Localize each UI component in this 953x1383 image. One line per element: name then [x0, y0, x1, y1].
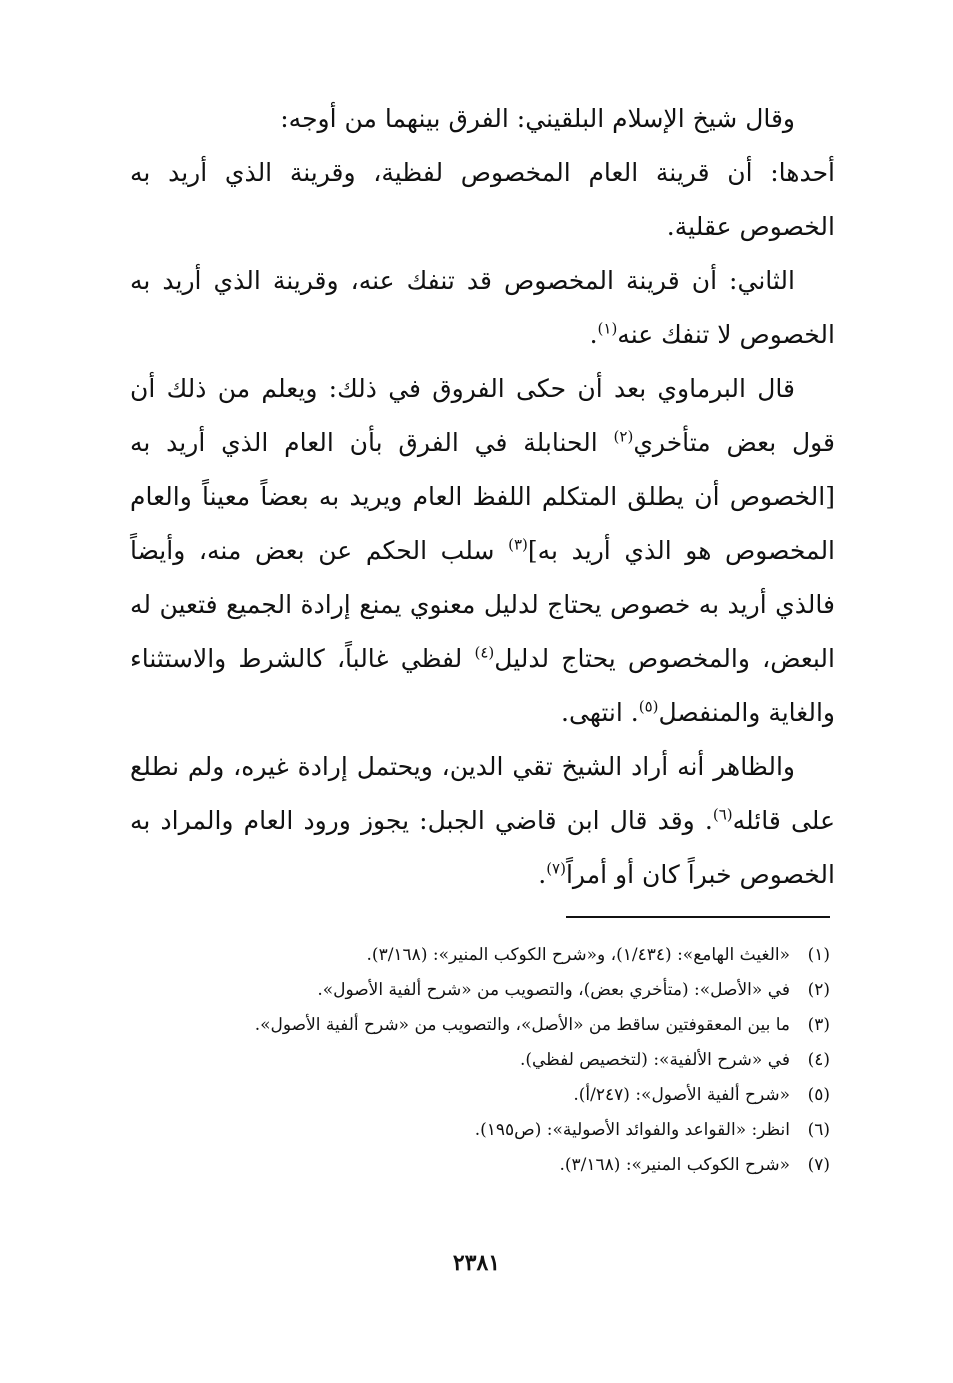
zahir-text-part2: . وقد قال ابن قاضي الجبل: يجوز ورود العام والمراد به الخصوص خبراً كان أو أمراً [130, 806, 835, 889]
footnote-text: «شرح الكوكب المنير»: (٣/١٦٨). [559, 1155, 790, 1175]
footnote-ref-7[interactable]: (٧) [546, 859, 566, 878]
footnote-5 [110, 1078, 830, 1113]
footnotes-section [110, 938, 830, 1183]
second-aspect-tail: . [589, 320, 598, 349]
footnote-text: انظر: «القواعد والفوائد الأصولية»: (ص١٩٥). [474, 1120, 790, 1140]
footnote-text: «شرح ألفية الأصول»: (٢٤٧/أ). [573, 1085, 790, 1105]
footnote-text: «الغيث الهامع»: (١/٤٣٤)، و«شرح الكوكب المنير»: (٣/١٦٨). [366, 945, 790, 965]
barmawi-text-part1: قال البرماوي بعد أن حكى الفروق في ذلك: ويعلم من ذلك أن قول بعض متأخري [130, 374, 835, 457]
footnote-ref-4[interactable]: (٤) [474, 643, 495, 662]
second-aspect-paragraph [130, 254, 835, 362]
footnote-ref-2[interactable]: (٢) [613, 427, 634, 446]
zahir-text-part3: . [538, 860, 547, 889]
intro-paragraph [130, 92, 835, 146]
footnote-text: في «شرح الألفية»: (لتخصيص لفظي). [519, 1050, 790, 1070]
barmawi-text-part4: لفظي غالباً، كالشرط والاستثناء والغاية والمنفصل [130, 644, 835, 727]
footnote-3 [110, 1008, 830, 1043]
footnote-2 [110, 973, 830, 1008]
main-text [130, 92, 835, 902]
footnote-number: (٥) [807, 1085, 830, 1105]
intro-text: وقال شيخ الإسلام البلقيني: الفرق بينهما من أوجه: [280, 104, 795, 133]
zahir-paragraph [130, 740, 835, 902]
first-aspect-text: أحدها: أن قرينة العام المخصوص لفظية، وقرينة الذي أريد به الخصوص عقلية. [130, 158, 835, 241]
footnote-ref-6[interactable]: (٦) [712, 805, 733, 824]
footnote-number: (٦) [807, 1120, 830, 1140]
footnote-ref-1[interactable]: (١) [597, 319, 618, 338]
footnote-number: (٤) [807, 1050, 830, 1070]
barmawi-text-part3: سلب الحكم عن بعض منه، وأيضاً فالذي أريد به خصوص يحتاج لدليل معنوي يمنع إرادة الجميع فتعين له البعض، والمخصوص يحتاج لدليل [130, 536, 835, 673]
second-aspect-text: الثاني: أن قرينة المخصوص قد تنفك عنه، وقرينة الذي أريد به الخصوص لا تنفك عنه [130, 266, 835, 349]
footnote-6 [110, 1113, 830, 1148]
first-aspect-paragraph [130, 146, 835, 254]
footnote-number: (٢) [807, 980, 830, 1000]
footnote-4 [110, 1043, 830, 1078]
footnote-1 [110, 938, 830, 973]
footnote-text: في «الأصل»: (متأخري بعض)، والتصويب من «شرح ألفية الأصول». [317, 980, 790, 1000]
footnote-7 [110, 1148, 830, 1183]
footnote-number: (٣) [807, 1015, 830, 1035]
barmawi-paragraph [130, 362, 835, 740]
page-number: ٢٣٨١ [452, 1250, 501, 1276]
footnote-ref-5[interactable]: (٥) [638, 697, 659, 716]
footnote-text: ما بين المعقوفتين ساقط من «الأصل»، والتصويب من «شرح ألفية الأصول». [254, 1015, 790, 1035]
footnote-ref-3[interactable]: (٣) [508, 535, 528, 554]
footnote-separator [566, 916, 830, 918]
barmawi-text-part5: . انتهى. [561, 698, 639, 727]
barmawi-text-part2: الحنابلة في الفرق بأن العام الذي أريد به [الخصوص أن يطلق المتكلم اللفظ العام ويريد به بعضاً معيناً والعام المخصوص هو الذي أريد به] [130, 428, 836, 565]
zahir-text-part1: والظاهر أنه أراد الشيخ تقي الدين، ويحتمل إرادة غيره، ولم نطلع على قائله [130, 752, 835, 835]
footnote-number: (٧) [807, 1155, 830, 1175]
footnote-number: (١) [807, 945, 830, 965]
